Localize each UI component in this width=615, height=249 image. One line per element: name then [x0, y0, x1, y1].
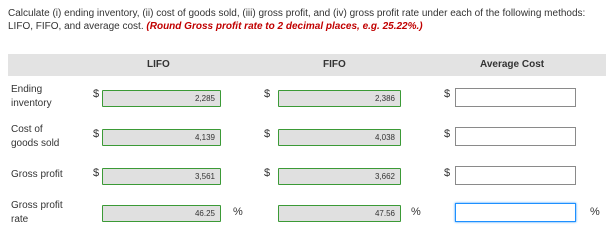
cogs-average-input[interactable]: [455, 127, 576, 146]
currency-symbol: $: [93, 88, 100, 100]
currency-symbol: $: [444, 88, 451, 100]
column-header-lifo: LIFO: [147, 59, 170, 70]
row-label-line: Ending: [11, 84, 43, 95]
currency-symbol: $: [264, 167, 271, 179]
rounding-requirement: (Round Gross profit rate to 2 decimal places, e.g. 25.22%.): [146, 21, 423, 32]
currency-symbol: $: [93, 167, 100, 179]
instructions-text: Calculate (i) ending inventory, (ii) cost of goods sold, (iii) gross profit, and (iv) gross profit rate under each of the following methods: LIFO, FIFO, and average cost.: [8, 8, 586, 32]
ending-inventory-fifo-input[interactable]: [278, 90, 401, 107]
currency-symbol: $: [444, 167, 451, 179]
row-label-line: rate: [11, 214, 29, 225]
row-label-line: Cost of: [11, 124, 43, 135]
cogs-lifo-input[interactable]: [102, 129, 221, 146]
row-label-line: Gross profit: [11, 169, 63, 180]
column-header-fifo: FIFO: [323, 59, 346, 70]
percent-symbol: %: [590, 206, 600, 218]
row-label-line: inventory: [11, 98, 52, 109]
percent-symbol: %: [233, 206, 243, 218]
column-header-average-cost: Average Cost: [480, 59, 545, 70]
currency-symbol: $: [93, 128, 100, 140]
currency-symbol: $: [444, 128, 451, 140]
percent-symbol: %: [411, 206, 421, 218]
cogs-fifo-input[interactable]: [278, 129, 401, 146]
currency-symbol: $: [264, 88, 271, 100]
gross-profit-rate-lifo-input[interactable]: [102, 205, 221, 222]
row-label-gross-profit: [11, 168, 63, 182]
row-label-line: goods sold: [11, 138, 60, 149]
row-label-ending-inventory: [11, 83, 52, 111]
ending-inventory-average-input[interactable]: [455, 88, 576, 107]
row-label-line: Gross profit: [11, 200, 63, 211]
gross-profit-average-input[interactable]: [455, 166, 576, 185]
gross-profit-lifo-input[interactable]: [102, 168, 221, 185]
row-label-cost-of-goods-sold: [11, 123, 59, 151]
gross-profit-rate-fifo-input[interactable]: [278, 205, 401, 222]
currency-symbol: $: [264, 128, 271, 140]
ending-inventory-lifo-input[interactable]: [102, 90, 221, 107]
instructions: [8, 7, 608, 33]
row-label-gross-profit-rate: [11, 199, 63, 227]
gross-profit-fifo-input[interactable]: [278, 168, 401, 185]
gross-profit-rate-average-input[interactable]: [455, 203, 576, 222]
